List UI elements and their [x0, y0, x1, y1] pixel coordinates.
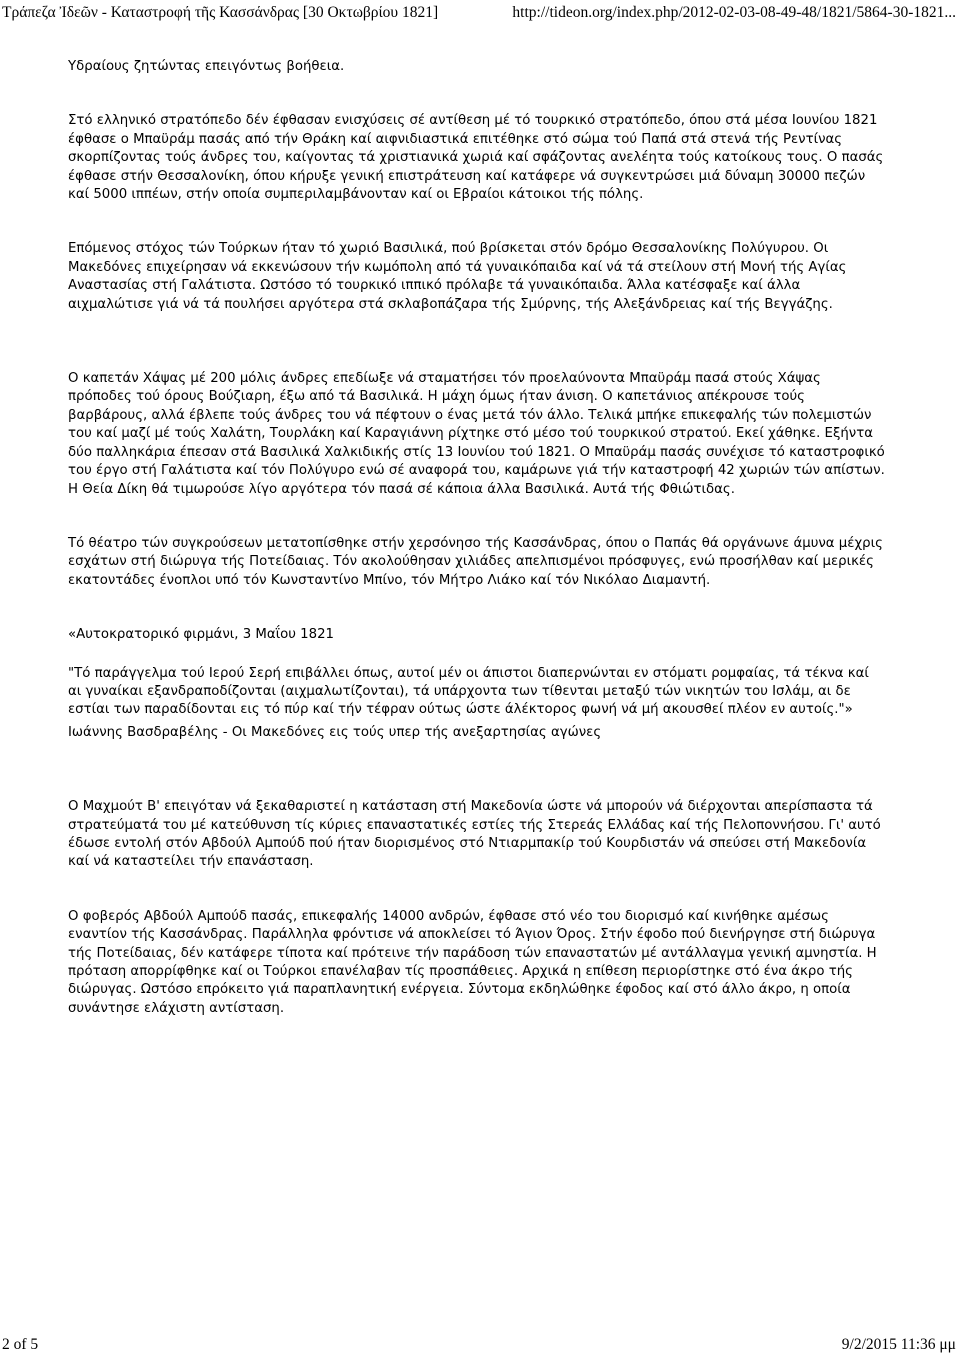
paragraph: Επόμενος στόχος τών Τούρκων ήταν τό χωριό Βασιλικά, πού βρίσκεται στόν δρόμο Θεσσαλονίκης Πολύγυρου. Οι Μακεδόνες επιχείρησαν νά εκκενώσουν τήν κωμόπολη από τά γυναικόπαιδα καί νά τά στείλουν στή Μονή τής Αγίας Αναστασίας στή Γαλάτιστα. Ωστόσο τό τουρκικό ιππικό πρόλαβε τά γυναικόπαιδα. Άλλα κατέσφαξε καί άλλα αιχμαλώτισε γιά νά τά πουλήσει αργότερα στά σκλαβοπάζαρα τής Σμύρνης, τής Αλεξάνδρειας καί τής Βεγγάζης.: [68, 241, 847, 312]
paragraph: Ο καπετάν Χάψας μέ 200 μόλις άνδρες επεδίωξε νά σταματήσει τόν προελαύνοντα Μπαϋράμ πασά στούς Χάψας πρόποδες τού όρους Βούζιαρη, έξω από τά Βασιλικά. Η μάχη όμως ήταν άνιση. Ο καπετάνιος απέκρουσε τούς βαρβάρους, αλλά έβλεπε τούς άνδρες του νά πέφτουν ο ένας μετά τόν άλλο. Τελικά μπήκε επικεφαλής τών πολεμιστών του καί μαζί μέ τούς Χαλάτη, Τουρλάκη καί Καραγιάννη ρίχτηκε στό μέσο τού τουρκικού στρατού. Εκεί χάθηκε. Εξήντα δύο παλληκάρια έπεσαν στά Βασιλικά Χαλκιδικής στίς 13 Ιουνίου τού 1821. Ο Μπαϋράμ πασάς συνέχισε τό καταστροφικό του έργο στή Γαλάτιστα καί τόν Πολύγυρο ενώ σέ αναφορά του, καμάρωνε γιά τήν καταστροφή 42 χωριών τών απίστων. Η Θεία Δίκη θά τιμωρούσε λίγο αργότερα τόν πασά σέ κάποια άλλα Βασιλικά. Αυτά τής Φθιώτιδας.: [68, 371, 885, 497]
quote-heading: «Αυτοκρατορικό φιρμάνι, 3 Μαΐου 1821: [68, 627, 335, 643]
paragraph: Τό θέατρο τών συγκρούσεων μετατοπίσθηκε στήν χερσόνησο τής Κασσάνδρας, όπου ο Παπάς θά οργάνωνε άμυνα μέχρις εσχάτων στή διώρυγα τής Ποτείδαιας. Τόν ακολούθησαν χιλιάδες απελπισμένοι πρόσφυγες, ενώ προσήλθαν καί μερικές εκατοντάδες ένοπλοι υπό τόν Κωνσταντίνο Μπίνο, τόν Μήτρο Λιάκο καί τόν Νικόλαο Διαμαντή.: [68, 535, 883, 588]
page-url: http://tideon.org/index.php/2012-02-03-08-49-48/1821/5864-30-1821...: [512, 4, 956, 21]
page-title: Τράπεζα Ἰδεῶν - Καταστροφή τῆς Κασσάνδρας [30 Οκτωβρίου 1821]: [2, 4, 439, 21]
paragraph: Υδραίους ζητώντας επειγόντως βοήθεια.: [68, 59, 345, 74]
paragraph: Ο Μαχμούτ Β' επειγόταν νά ξεκαθαριστεί η κατάσταση στή Μακεδονία ώστε νά μπορούν νά διέρχονται απερίσπαστα τά στρατεύματά του μέ κατεύθυνση τίς κύριες επαναστατικές εστίες τής Στερεάς Ελλάδας καί τής Πελοποννήσου. Γι' αυτό έδωσε εντολή στόν Αβδούλ Αμπούδ πού ήταν διορισμένος στό Ντιαρμπακίρ τού Κουρδιστάν νά σπεύσει στή Μακεδονία καί νά καταστείλει τήν επανάσταση.: [68, 799, 881, 870]
print-date: 9/2/2015 11:36 μμ: [841, 1336, 956, 1353]
page-number: 2 of 5: [2, 1336, 39, 1353]
paragraph: Στό ελληνικό στρατόπεδο δέν έφθασαν ενισχύσεις σέ αντίθεση μέ τό τουρκικό στρατόπεδο, όπου στά μέσα Ιουνίου 1821 έφθασε ο Μπαϋράμ πασάς από τήν Θράκη καί αιφνιδιαστικά επιτέθηκε στό σώμα τού Παπά στά στενά τής Ρεντίνας σκορπίζοντας τούς άνδρες του, καίγοντας τά χριστιανικά χωριά καί σφάζοντας ανελέητα τούς κατοίκους τους. Ο πασάς έφθασε στήν Θεσσαλονίκη, όπου κήρυξε γενική επιστράτευση καί κατάφερε νά συγκεντρώσει μιά δύναμη 30000 πεζών καί 5000 ιππέων, στήν οποία συμπεριλαμβάνονταν καί οι Εβραίοι κάτοικοι τής πόλης.: [68, 113, 884, 203]
quote-source: Ιωάννης Βασδραβέλης - Οι Μακεδόνες εις τούς υπερ τής ανεξαρτησίας αγώνες: [68, 724, 602, 740]
paragraph: Ο φοβερός Αβδούλ Αμπούδ πασάς, επικεφαλής 14000 ανδρών, έφθασε στό νέο του διορισμό καί κινήθηκε αμέσως εναντίον τής Κασσάνδρας. Παράλληλα φρόντισε νά αποκλείσει τό Άγιον Όρος. Στήν έφοδο πού διενήργησε στή διώρυγα τής Ποτείδαιας, δέν κατάφερε τίποτα καί πρότεινε τήν παράδοση τών επαναστατών μέ αντάλλαγμα γενική αμνηστία. Η πρόταση απορρίφθηκε καί οι Τούρκοι επανέλαβαν τίς προσπάθειες. Αρχικά η επίθεση περιορίστηκε στό ένα άκρο τής διώρυγας. Ωστόσο επρόκειτο γιά παραπλανητική ενέργεια. Σύντομα εκδηλώθηκε έφοδος καί στό άλλο άκρο, η οποία συνάντησε ελάχιστη αντίσταση.: [68, 908, 877, 1016]
article-body: [68, 58, 886, 1018]
print-footer: [2, 1334, 956, 1354]
print-header: [2, 4, 956, 24]
quote-text: "Τό παράγγελμα τού Ιερού Σερή επιβάλλει όπως, αυτοί μέν οι άπιστοι διαπερνώνται εν στόματι ρομφαίας, τά τέκνα καί αι γυναίκαι εξανδραποδίζονται (αιχμαλωτίζονται), τά υπάρχοντα των τίθενται μεταξύ τών νικητών του Ισλάμ, αι δε εστίαι των παραδίδονται εις τό πύρ καί τήν τέφραν ούτως ώστε άλέκτορος φωνή νά μή ακουσθεί πλέον εν αυτοίς."»: [68, 665, 869, 718]
